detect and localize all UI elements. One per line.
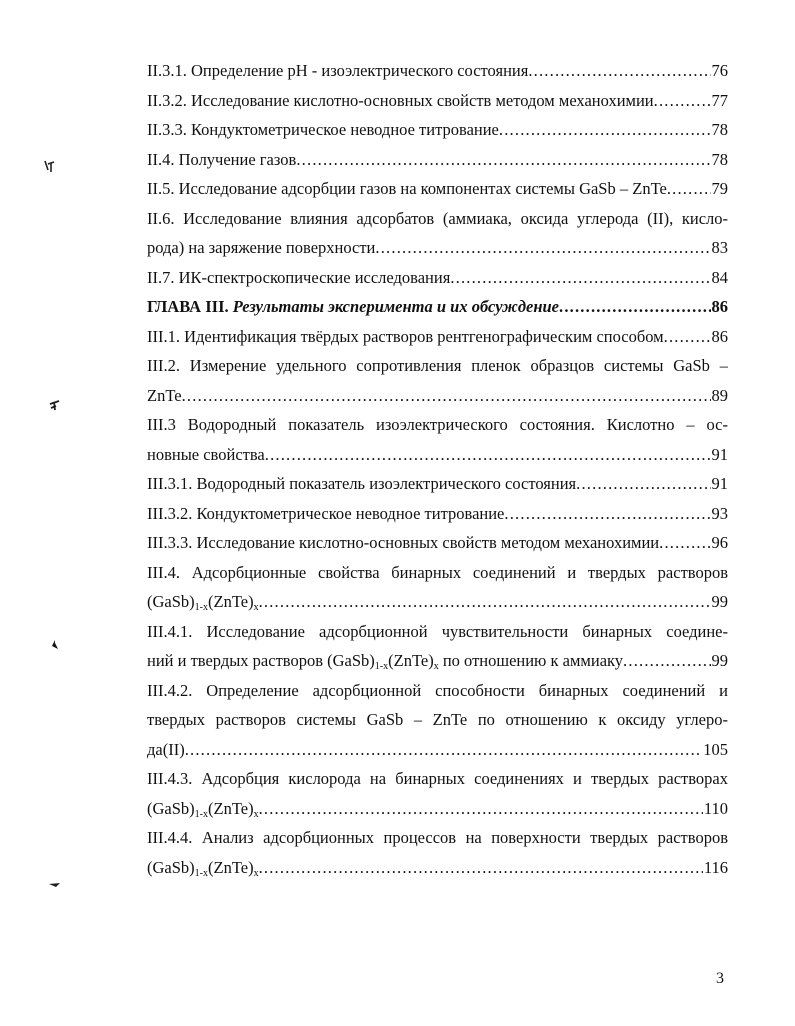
- toc-entry-title: II.6. Исследование влияния адсорбатов (аммиака, оксида углерода (II), кисло-: [147, 208, 728, 228]
- formula-part: по отношению к аммиаку: [438, 651, 624, 670]
- leader-dots: [659, 528, 710, 558]
- margin-scan-mark-icon: [42, 158, 58, 174]
- toc-entry: [147, 794, 728, 824]
- toc-entry-continued: [147, 204, 728, 234]
- leader-dots: [623, 646, 710, 676]
- margin-scan-mark-icon: [48, 398, 62, 412]
- toc-entry: [147, 263, 728, 293]
- formula-part: (GaSb): [147, 798, 195, 818]
- toc-entry-title: III.3.1. Водородный показатель изоэлектрического состояния: [147, 474, 577, 493]
- toc-entry-page: 86: [711, 326, 728, 346]
- toc-entry: [147, 469, 728, 499]
- toc-entry-continued: [147, 410, 728, 440]
- leader-dots: [664, 322, 711, 352]
- toc-chapter-title: [147, 292, 559, 322]
- leader-dots: [375, 233, 710, 263]
- leader-dots: [528, 56, 710, 86]
- toc-entry-title: III.3.3. Исследование кислотно-основных свойств методом механохимии: [147, 533, 660, 552]
- toc-entry: [147, 115, 728, 145]
- toc-entry-title: рода) на заряжение поверхности: [147, 238, 376, 257]
- toc-entry-title: [147, 646, 623, 676]
- toc-entry-page: 77: [711, 90, 728, 110]
- toc-entry: [147, 174, 728, 204]
- toc-entry-page: 84: [711, 267, 728, 287]
- toc-entry-page: 89: [711, 385, 728, 405]
- formula-part: (ZnTe): [208, 592, 254, 611]
- toc-entry-title: II.3.3. Кондуктометрическое неводное титрование: [147, 120, 499, 139]
- toc-entry: [147, 440, 728, 470]
- toc-entry-page: 78: [711, 149, 728, 169]
- toc-entry-page: 93: [711, 503, 728, 523]
- leader-dots: [185, 735, 703, 765]
- toc-entry-title: II.3.1. Определение pH - изоэлектрического состояния: [147, 61, 529, 80]
- toc-entry: [147, 587, 728, 617]
- chapter-label: ГЛАВА III.: [147, 297, 233, 316]
- formula-subscript: x: [253, 867, 259, 879]
- margin-scan-mark-icon: [48, 638, 62, 652]
- page-number: 3: [716, 970, 724, 987]
- toc-entry-page: 91: [711, 444, 728, 464]
- toc-entry-title: III.2. Измерение удельного сопротивления пленок образцов системы GaSb –: [147, 356, 728, 375]
- toc-entry-continued: [147, 764, 728, 794]
- toc-entry-page: 79: [711, 179, 728, 198]
- toc-entry-title: III.4. Адсорбционные свойства бинарных соединений и твердых растворов: [147, 562, 728, 582]
- toc-entry-continued: [147, 617, 728, 647]
- toc-entry-title: III.4.2. Определение адсорбционной способности бинарных соединений и: [147, 680, 728, 700]
- toc-entry: [147, 56, 728, 86]
- toc-entry-page: 99: [711, 651, 728, 670]
- table-of-contents: [147, 56, 728, 882]
- leader-dots: [182, 381, 711, 411]
- leader-dots: [259, 853, 703, 883]
- formula-part: (GaSb): [147, 857, 195, 877]
- toc-entry-title: ZnTe: [147, 385, 182, 405]
- leader-dots: [559, 292, 711, 322]
- leader-dots: [576, 469, 710, 499]
- toc-entry-page: 110: [703, 798, 728, 818]
- toc-chapter-heading: [147, 292, 728, 322]
- leader-dots: [259, 794, 703, 824]
- leader-dots: [654, 86, 711, 116]
- toc-entry-continued: [147, 351, 728, 381]
- toc-entry: [147, 233, 728, 263]
- toc-entry: [147, 145, 728, 175]
- toc-entry-title: III.3 Водородный показатель изоэлектрического состояния. Кислотно – ос-: [147, 415, 728, 434]
- toc-entry-page: 116: [703, 857, 728, 877]
- toc-entry-title: [147, 853, 259, 883]
- toc-entry: [147, 322, 728, 352]
- toc-entry-title: твердых растворов системы GaSb – ZnTe по отношению к оксиду углеро-: [147, 710, 728, 729]
- toc-entry: [147, 381, 728, 411]
- toc-entry-continued: [147, 676, 728, 706]
- toc-entry-title: III.4.4. Анализ адсорбционных процессов на поверхности твердых растворов: [147, 828, 728, 847]
- toc-entry-title: [147, 794, 259, 824]
- toc-entry-title: II.4. Получение газов: [147, 149, 297, 169]
- formula-part: (ZnTe): [208, 798, 254, 818]
- toc-entry-title: III.1. Идентификация твёрдых растворов рентгенографическим способом: [147, 326, 664, 346]
- formula-subscript: 1-x: [194, 808, 208, 820]
- toc-entry-title: II.7. ИК-спектроскопические исследования: [147, 267, 451, 287]
- toc-entry-title: II.3.2. Исследование кислотно-основных свойств методом механохимии: [147, 90, 654, 110]
- leader-dots: [296, 145, 710, 175]
- toc-entry-page: 91: [711, 474, 728, 493]
- formula-subscript: x: [253, 602, 259, 613]
- formula-subscript: x: [433, 661, 439, 672]
- formula-subscript: 1-x: [194, 867, 208, 879]
- formula-subscript: x: [253, 808, 259, 820]
- formula-part: (ZnTe): [388, 651, 434, 670]
- toc-entry-continued: [147, 558, 728, 588]
- toc-entry-continued: [147, 705, 728, 735]
- toc-entry: [147, 528, 728, 558]
- toc-entry-page: 86: [711, 297, 728, 316]
- toc-entry: [147, 86, 728, 116]
- toc-entry-page: 78: [711, 120, 728, 139]
- leader-dots: [259, 587, 711, 617]
- toc-entry: [147, 735, 728, 765]
- formula-part: ний и твердых растворов (GaSb): [147, 651, 375, 670]
- formula-part: (GaSb): [147, 592, 195, 611]
- toc-entry-title: II.5. Исследование адсорбции газов на компонентах системы GaSb – ZnTe: [147, 179, 667, 198]
- toc-entry: [147, 646, 728, 676]
- toc-entry-title: [147, 587, 259, 617]
- toc-entry-page: 76: [711, 61, 728, 80]
- toc-entry-title: III.4.3. Адсорбция кислорода на бинарных соединениях и твердых растворах: [147, 769, 728, 788]
- toc-entry-continued: [147, 823, 728, 853]
- leader-dots: [265, 440, 711, 470]
- leader-dots: [504, 499, 710, 529]
- leader-dots: [499, 115, 711, 145]
- leader-dots: [667, 174, 711, 204]
- toc-entry: [147, 853, 728, 883]
- toc-entry-title: да(II): [147, 739, 185, 759]
- formula-part: (ZnTe): [208, 857, 254, 877]
- toc-entry: [147, 499, 728, 529]
- leader-dots: [450, 263, 710, 293]
- toc-entry-page: 83: [711, 238, 728, 257]
- formula-subscript: 1-x: [194, 602, 208, 613]
- formula-subscript: 1-x: [374, 661, 389, 672]
- margin-scan-mark-icon: [48, 880, 62, 890]
- toc-entry-page: 105: [703, 739, 728, 759]
- toc-entry-title: новные свойства: [147, 444, 265, 464]
- toc-entry-title: III.4.1. Исследование адсорбционной чувствительности бинарных соедине-: [147, 621, 728, 641]
- toc-entry-page: 96: [711, 533, 728, 552]
- toc-entry-title: III.3.2. Кондуктометрическое неводное титрование: [147, 503, 505, 523]
- toc-entry-page: 99: [711, 592, 728, 611]
- chapter-name: Результаты эксперимента и их обсуждение: [232, 297, 559, 316]
